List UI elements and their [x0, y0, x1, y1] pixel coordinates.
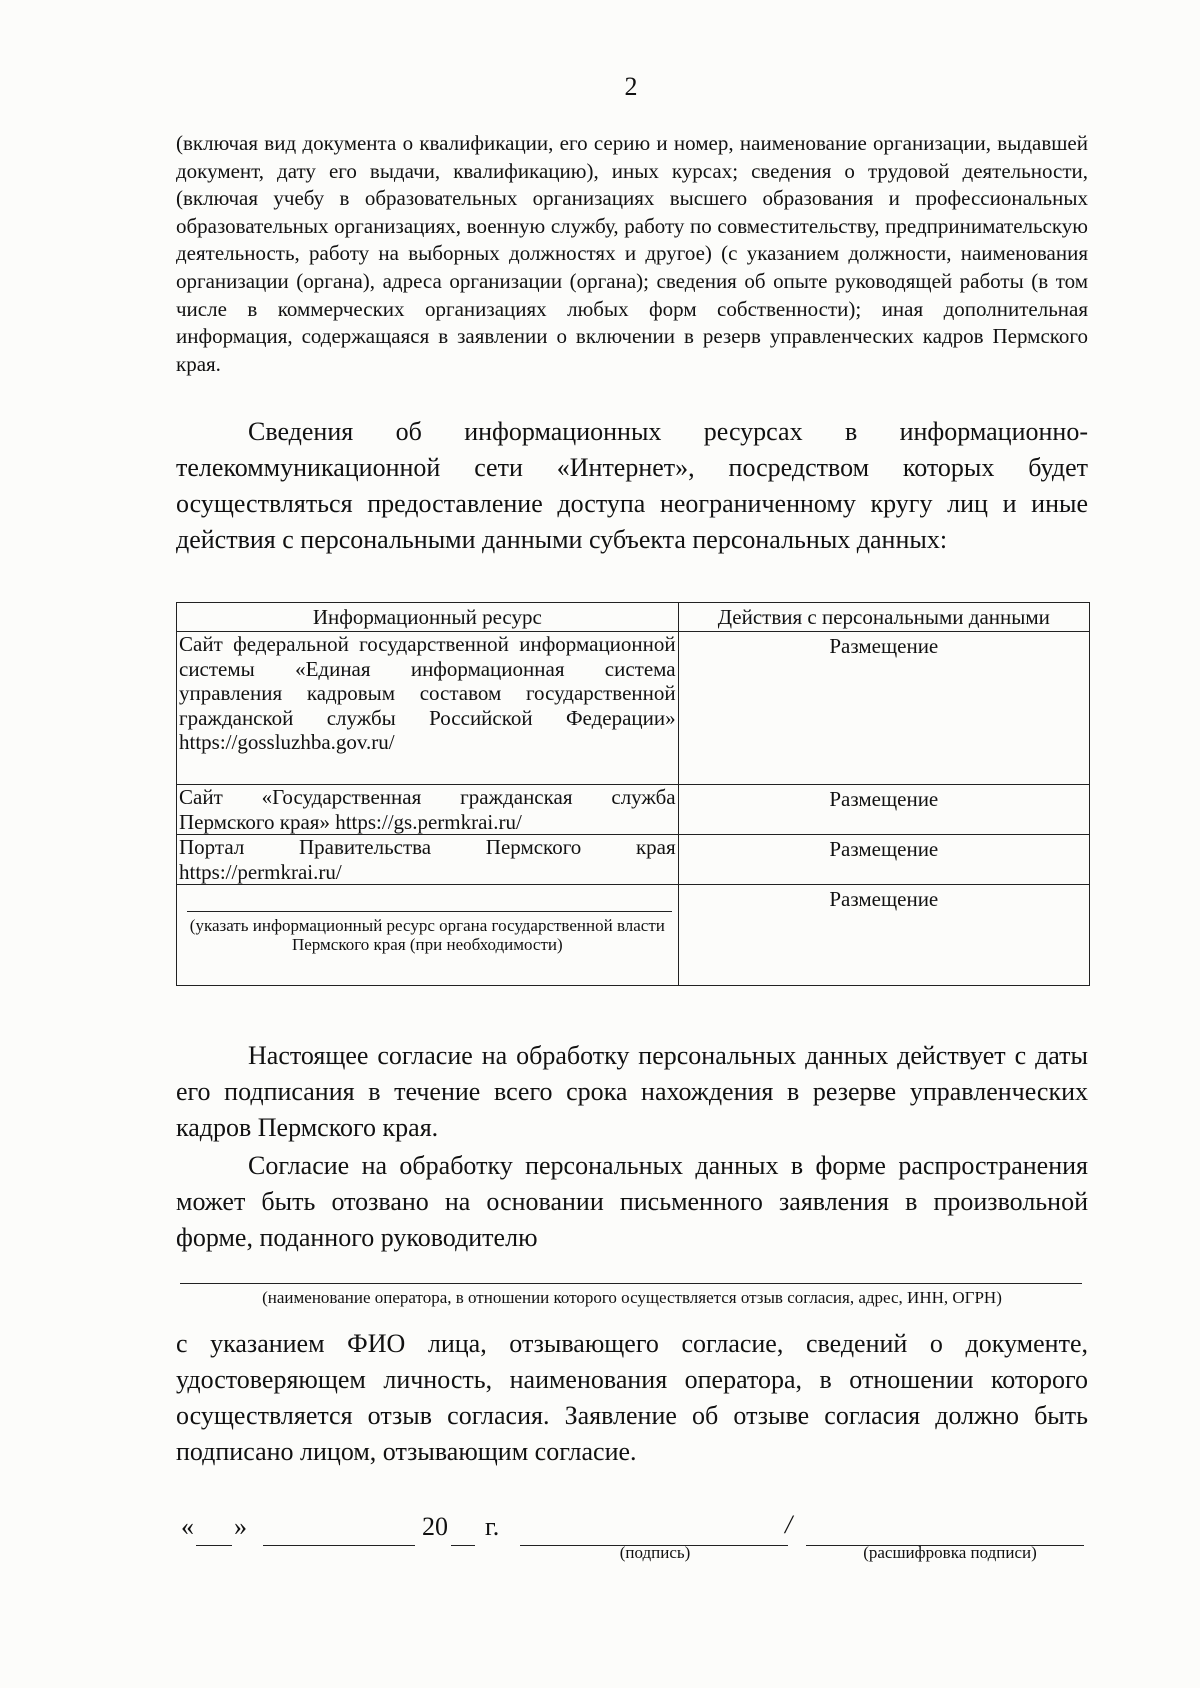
table-header-row [177, 603, 1090, 632]
header-actions: Действия с персональными данными [678, 603, 1089, 632]
day-fill-line [196, 1545, 232, 1546]
resource-cell [177, 835, 679, 885]
date-quote-close: » [234, 1512, 247, 1541]
signature-caption: (подпись) [619, 1543, 691, 1562]
month-fill-line [263, 1545, 415, 1546]
action-cell: Размещение [678, 632, 1089, 785]
revocation-details-paragraph: с указанием ФИО лица, отзывающего согласие, сведений о документе, удостоверяющем личность, наименования оператора, в отношении которого осуществляется отзыв согласия. Заявление об отзыве согласия должно быть подписано лицом, отзывающим согласие. [176, 1329, 1088, 1466]
resource-url: Пермского края» https://gs.permkrai.ru/ [179, 809, 522, 834]
decoding-caption: (расшифровка подписи) [863, 1543, 1037, 1562]
operator-caption: (наименование оператора, в отношении которого осуществляется отзыв согласия, адрес, ИНН, ОГРН) [262, 1288, 1002, 1307]
resource-url: https://gossluzhba.gov.ru/ [179, 730, 395, 754]
resource-cell [177, 632, 679, 785]
signature-separator: / [785, 1510, 793, 1539]
resource-fill-note: (указать информационный ресурс органа государственной власти Пермского края (при необходимости) [189, 916, 665, 954]
resource-name: Сайт «Государственная гражданская служба [179, 785, 676, 809]
year-prefix: 20 [422, 1512, 448, 1541]
validity-paragraph: Настоящее согласие на обработку персональных данных действует с даты его подписания в течение всего срока нахождения в резерве управленческих кадров Пермского края. [176, 1041, 1088, 1142]
blank-resource-cell [177, 885, 679, 986]
table-row [177, 632, 1090, 785]
operator-fill-line [180, 1283, 1082, 1284]
resource-url: https://permkrai.ru/ [179, 859, 342, 884]
resource-fill-line [187, 911, 672, 912]
header-resource: Информационный ресурс [177, 603, 679, 632]
resource-cell [177, 785, 679, 835]
date-quote-open: « [181, 1512, 194, 1541]
table-row-blank [177, 885, 1090, 986]
action-cell: Размещение [678, 835, 1089, 885]
resource-name: Сайт федеральной государственной информационной системы «Единая информационная система управления кадровым составом государственной гражданской службы Российской Федерации» [179, 632, 676, 730]
table-row [177, 835, 1090, 885]
year-fill-line [451, 1545, 475, 1546]
resources-table [176, 602, 1090, 986]
resources-intro-paragraph: Сведения об информационных ресурсах в информационно-телекоммуникационной сети «Интернет», посредством которых будет осуществляться предоставление доступа неограниченному кругу лиц и иные действия с персональными данными субъекта персональных данных: [176, 417, 1088, 554]
action-cell: Размещение [678, 885, 1089, 986]
year-suffix: г. [485, 1512, 500, 1541]
table-row [177, 785, 1090, 835]
page-number: 2 [624, 72, 638, 101]
revocation-paragraph: Согласие на обработку персональных данных в форме распространения может быть отозвано на основании письменного заявления в произвольной форме, поданного руководителю [176, 1151, 1088, 1252]
continuation-paragraph: (включая вид документа о квалификации, его серию и номер, наименование организации, выдавшей документ, дату его выдачи, квалификацию), иных курсах; сведения о трудовой деятельности, (включая учебу в образовательных организациях высшего образования и профессиональных образовательных организациях, военную службу, работу по совместительству, предпринимательскую деятельность, работу на выборных должностях и другое) (с указанием должности, наименования организации (органа), адреса организации (органа); сведения об опыте руководящей работы (в том числе в коммерческих организациях любых форм собственности); иная дополнительная информация, содержащаяся в заявлении о включении в резерв управленческих кадров Пермского края. [176, 131, 1088, 376]
resource-name: Портал Правительства Пермского края [179, 835, 676, 859]
action-cell: Размещение [678, 785, 1089, 835]
